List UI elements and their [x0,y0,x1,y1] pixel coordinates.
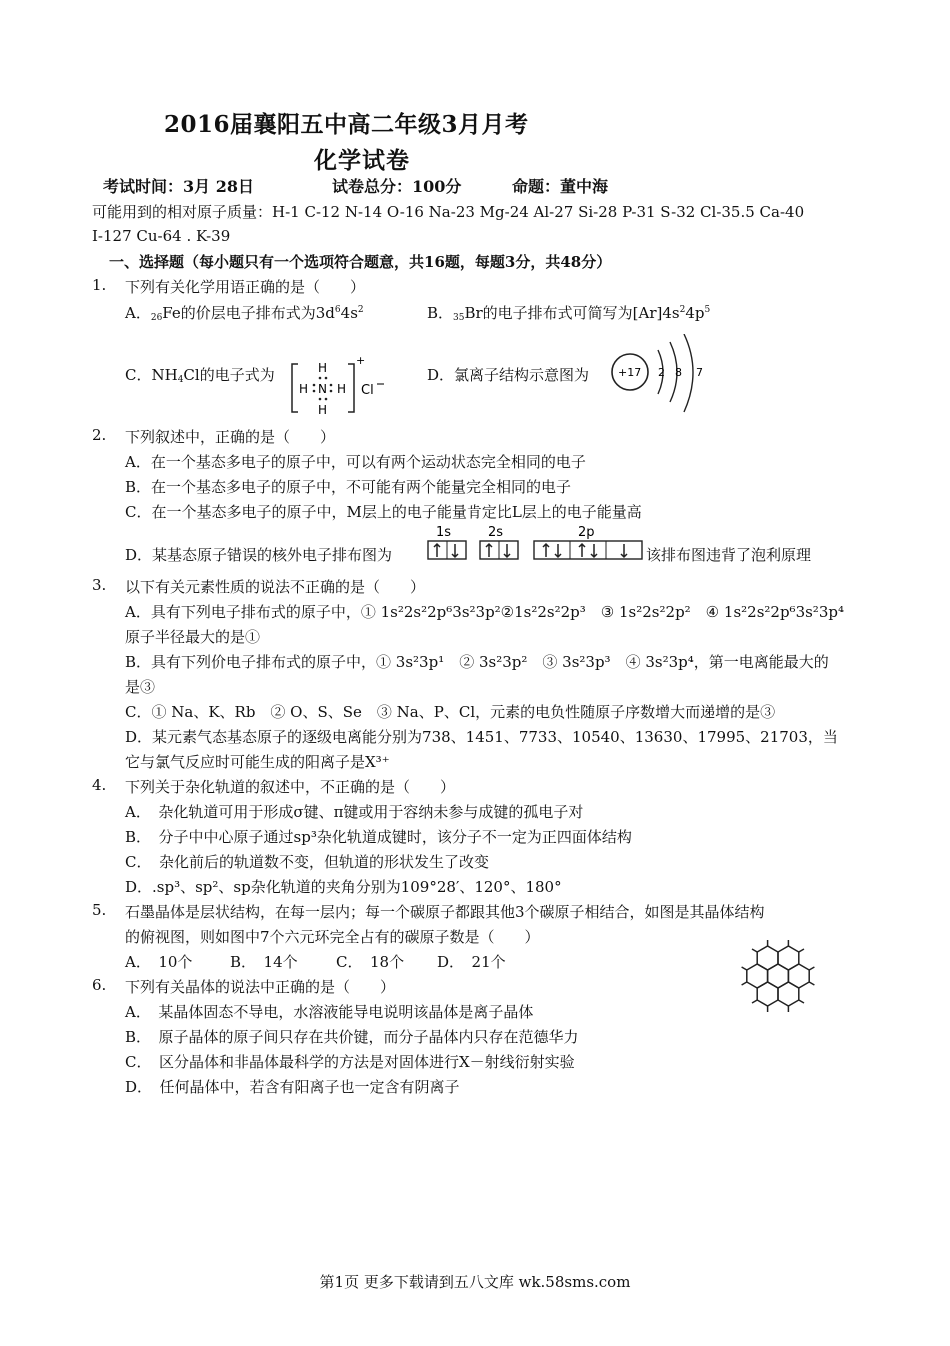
section-heading: 一、选择题（每小题只有一个选项符合题意，共16题，每题3分，共48分） [109,253,612,271]
q2-option-d-pre: D．某基态原子错误的核外电子排布图为 [125,546,393,564]
lewis-h-left: H [299,382,309,396]
graphite-bond-11 [752,949,757,952]
exam-time: 考试时间：3月 28日 [103,177,254,196]
q5-stem-line2: 的俯视图，则如图中7个六元环完全占有的碳原子数是（ ） [125,928,540,946]
q1-option-c: C．$NH_4Cl$的电子式为 [125,366,275,385]
exam-subtitle: 化学试卷 [314,147,410,174]
orbital-1s-label: 1s [436,525,452,540]
q4-option-b: B． 分子中中心原子通过sp³杂化轨道成键时，该分子不一定为正四面体结构 [125,828,632,846]
q2-option-c: C．在一个基态多电子的原子中，M层上的电子能量肯定比L层上的电子能量高 [125,503,642,521]
q5-option-d: D． 21个 [437,953,506,971]
orbital-diagram [424,523,646,563]
orbital-2p-label: 2p [578,525,595,540]
q5-option-c: C． 18个 [336,953,405,971]
graphite-bond-1 [809,967,814,970]
q2-stem: 下列叙述中，正确的是（ ） [125,428,336,446]
graphite-bond-5 [799,1000,804,1003]
q1-option-a: A．$_{26}$Fe的价层电子排布式为$3d^64s^2$ [125,304,364,323]
graphite-bond-8 [752,1000,757,1003]
q3-option-a-line2: 原子半径最大的是① [125,628,261,646]
ion-shell-2: 8 [675,366,682,379]
q3-option-b-line2: 是③ [125,678,156,696]
ion-nucleus-label: +17 [618,366,642,379]
graphite-bond-3 [742,982,747,985]
q5-number: 5. [92,901,107,919]
graphite-bond-2 [809,982,814,985]
lewis-h-right: H [337,382,347,396]
q5-option-a: A． 10个 [125,953,193,971]
q3-option-d-line2: 它与氯气反应时可能生成的阳离子是X³⁺ [125,753,390,771]
q2-option-b: B．在一个基态多电子的原子中，不可能有两个能量完全相同的电子 [125,478,572,496]
orbital-2s-label: 2s [488,525,504,540]
atomic-masses-line2: I-127 Cu-64 . K-39 [92,227,231,245]
nh4cl-lewis-structure [286,354,386,420]
q2-number: 2. [92,426,107,444]
q4-number: 4. [92,776,107,794]
q4-option-d: D．.sp³、sp²、sp杂化轨道的夹角分别为109°28′、120°、180° [125,878,562,896]
q4-option-a: A． 杂化轨道可用于形成σ键、π键或用于容纳未参与成键的孤电子对 [125,803,584,821]
q3-option-b-line1: B．具有下列价电子排布式的原子中，① 3s²3p¹ ② 3s²3p² ③ 3s²3p³ ④ 3s²3p⁴，第一电离能最大的 [125,653,829,671]
q1-number: 1. [92,276,107,294]
lewis-h-top: H [318,361,328,375]
graphite-ring-5 [757,982,778,1006]
q6-option-a: A． 某晶体固态不导电，水溶液能导电说明该晶体是离子晶体 [125,1003,534,1021]
q4-option-c: C． 杂化前后的轨道数不变，但轨道的形状发生了改变 [125,853,489,871]
q3-stem: 以下有关元素性质的说法不正确的是（ ） [125,578,426,596]
q6-option-d: D． 任何晶体中，若含有阳离子也一定含有阴离子 [125,1078,460,1096]
q4-stem: 下列关于杂化轨道的叙述中，不正确的是（ ） [125,778,456,796]
q3-option-c: C．① Na、K、Rb ② O、S、Se ③ Na、P、Cl，元素的电负性随原子序数增大而递增的是③ [125,703,776,721]
q2-option-d-post: 该排布图违背了泡利原理 [646,546,812,564]
q6-stem: 下列有关晶体的说法中正确的是（ ） [125,978,396,996]
page-footer: 第1页 更多下载请到五八文库 wk.58sms.com [319,1273,631,1291]
graphite-structure-diagram [722,930,834,1022]
lewis-h-bottom: H [318,403,328,417]
graphite-ring-6 [778,946,799,970]
lewis-cl: Cl [361,383,374,398]
q1-option-d: D．氯离子结构示意图为 [427,366,590,384]
total-score: 试卷总分：100分 [332,177,462,196]
graphite-bond-9 [799,949,804,952]
lewis-n: N [318,382,327,396]
q5-option-b: B． 14个 [230,953,298,971]
graphite-ring-4 [778,982,799,1006]
ion-shell-3: 7 [696,366,703,379]
q3-number: 3. [92,576,107,594]
graphite-bond-4 [742,967,747,970]
graphite-ring-7 [757,946,778,970]
exam-title: 2016届襄阳五中高二年级3月月考 [164,111,529,138]
lewis-plus: + [356,354,366,367]
q3-option-a-line1: A．具有下列电子排布式的原子中，① 1s²2s²2p⁶3s²3p²②1s²2s²2p³ ③ 1s²2s²2p² ④ 1s²2s²2p⁶3s²3p⁴ [125,603,844,621]
q1-option-b: B．$_{35}$Br的电子排布式可简写为$[Ar]4s^24p^5$ [427,304,711,323]
q1-stem: 下列有关化学用语正确的是（ ） [125,278,366,296]
chloride-ion-diagram [608,334,708,420]
q3-option-d-line1: D．某元素气态基态原子的逐级电离能分别为738、1451、7733、10540、13630、17995、21703，当 [125,728,838,746]
q6-option-c: C． 区分晶体和非晶体最科学的方法是对固体进行X－射线衍射实验 [125,1053,575,1071]
q2-option-a: A．在一个基态多电子的原子中，可以有两个运动状态完全相同的电子 [125,453,586,471]
q6-option-b: B． 原子晶体的原子间只存在共价键，而分子晶体内只存在范德华力 [125,1028,579,1046]
atomic-masses-line1: 可能用到的相对原子质量：H-1 C-12 N-14 O-16 Na-23 Mg-24 Al-27 Si-28 P-31 S-32 Cl-35.5 Ca-40 [92,203,805,221]
ion-shell-1: 2 [658,366,665,379]
q5-stem-line1: 石墨晶体是层状结构，在每一层内；每一个碳原子都跟其他3个碳原子相结合，如图是其晶体结构 [125,903,765,921]
exam-author: 命题：董中海 [512,177,609,196]
q6-number: 6. [92,976,107,994]
